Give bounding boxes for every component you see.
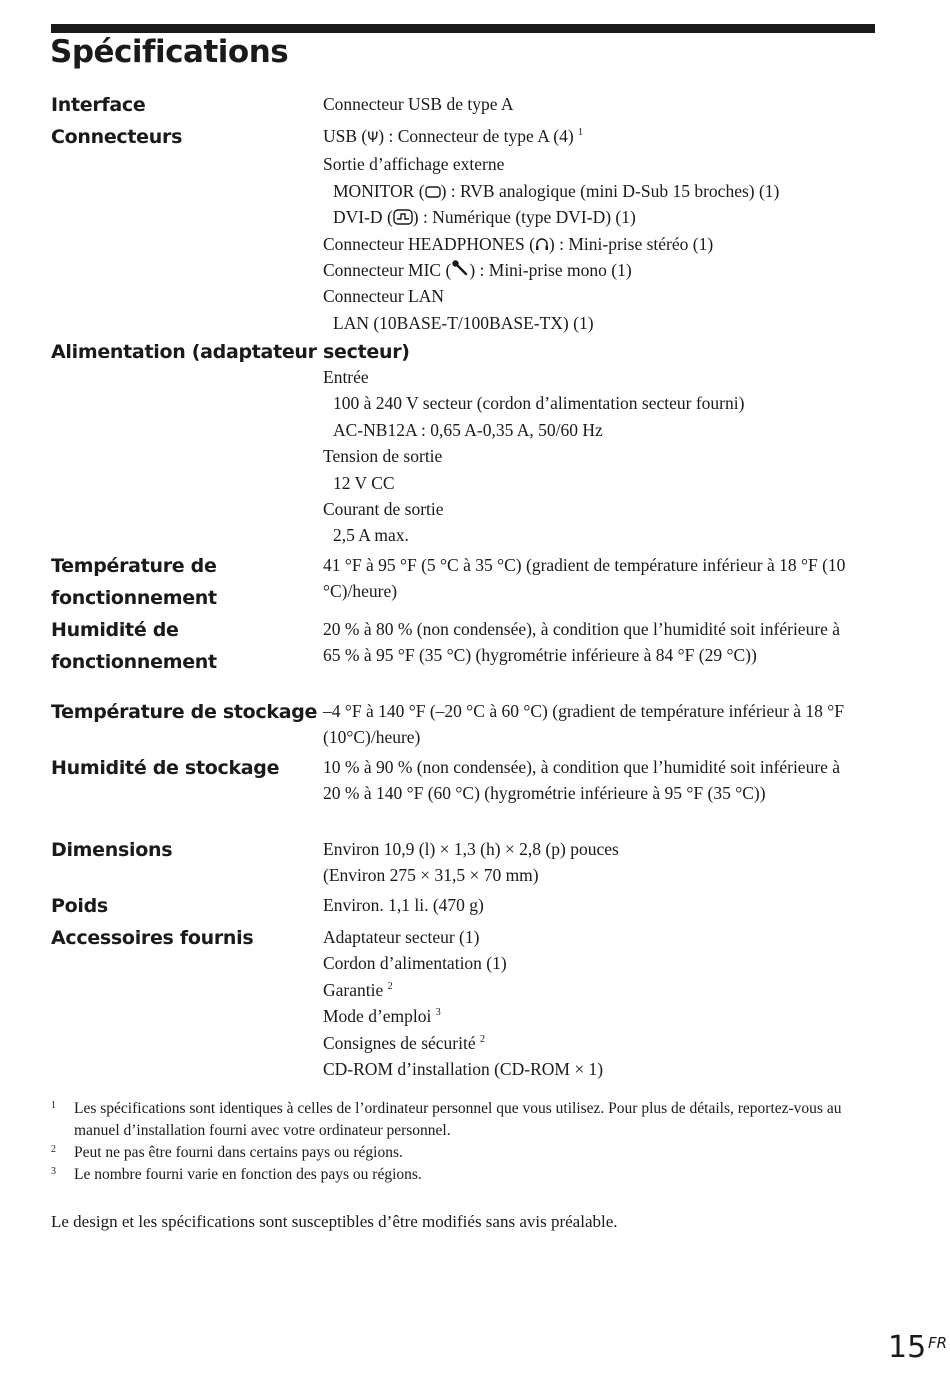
footnote-text: Le nombre fourni varie en fonction des pays ou régions. xyxy=(74,1166,422,1183)
connector-dvi: DVI-D ( ) : Numérique (type DVI-D) (1) xyxy=(333,207,636,228)
connector-lan-detail: LAN (10BASE-T/100BASE-TX) (1) xyxy=(333,312,594,333)
page-number: 15 xyxy=(888,1330,927,1365)
connector-external-display: Sortie d’affichage externe xyxy=(323,154,505,175)
footnote xyxy=(51,1098,851,1142)
footnote-text: Peut ne pas être fourni dans certains pays ou régions. xyxy=(74,1144,403,1161)
connector-usb: USB (Ψ) : Connecteur de type A (4) $^1$ xyxy=(323,126,584,146)
closing-note: Le design et les spécifications sont susceptibles d’être modifiés sans avis préalable. xyxy=(51,1212,618,1231)
power-output-voltage: 12 V CC xyxy=(333,472,395,493)
microphone-icon xyxy=(451,260,469,280)
spec-label-poids: Poids xyxy=(51,895,108,917)
spec-values-accessoires xyxy=(323,924,859,1082)
connector-monitor: MONITOR ( ) : RVB analogique (mini D-Sub 15 broches) (1) xyxy=(333,180,780,201)
spec-label-temp-fonctionnement: Température de fonctionnement xyxy=(51,555,217,609)
spec-label-humidite-fonctionnement: Humidité de fonctionnement xyxy=(51,619,217,673)
usb-icon: Ψ xyxy=(367,130,379,146)
dvi-icon xyxy=(393,207,413,227)
footnote xyxy=(51,1164,851,1186)
header-rule xyxy=(51,24,875,33)
power-input-label: Entrée xyxy=(323,367,369,387)
spec-value: 10 % à 90 % (non condensée), à condition que l’humidité soit inférieure à 20 % à 140 °F (60 °C) (hygrométrie inférieure à 95 °F (35 °C)) xyxy=(323,757,841,804)
spec-label-dimensions: Dimensions xyxy=(51,839,173,861)
spec-value: –4 °F à 140 °F (–20 °C à 60 °C) (gradient de température inférieur à 18 °F (10°C)/heure) xyxy=(323,701,844,748)
connector-headphones: Connecteur HEADPHONES ( ) : Mini-prise stéréo (1) xyxy=(323,233,714,254)
spec-values-connecteurs xyxy=(323,123,859,336)
spec-values-temp-stockage xyxy=(323,698,859,751)
accessory-item: Cordon d’alimentation (1) xyxy=(323,953,507,974)
footnote-number: 1 xyxy=(51,1100,56,1111)
accessory-item: CD-ROM d’installation (CD-ROM × 1) xyxy=(323,1059,604,1080)
spec-label-alimentation: Alimentation (adaptateur secteur) xyxy=(51,341,410,363)
dimensions-mm: (Environ 275 × 31,5 × 70 mm) xyxy=(323,865,539,886)
language-code: FR xyxy=(928,1334,948,1352)
accessory-item: Consignes de sécurité $^2$ xyxy=(323,1032,485,1053)
accessory-item: Garantie $^2$ xyxy=(323,979,393,1000)
spec-values-poids xyxy=(323,892,859,918)
dimensions-inches: Environ 10,9 (l) × 1,3 (h) × 2,8 (p) pouces xyxy=(323,839,619,859)
accessory-item: Adaptateur secteur (1) xyxy=(323,927,480,947)
spec-values-humidite-fonctionnement xyxy=(323,616,859,669)
spec-value: 41 °F à 95 °F (5 °C à 35 °C) (gradient de température inférieur à 18 °F (10 °C)/heure) xyxy=(323,555,846,602)
power-input-model: AC-NB12A : 0,65 A-0,35 A, 50/60 Hz xyxy=(333,419,603,440)
spec-label-interface: Interface xyxy=(51,94,146,116)
spec-values-dimensions xyxy=(323,836,859,889)
power-input-voltage: 100 à 240 V secteur (cordon d’alimentation secteur fourni) xyxy=(333,393,745,414)
footnote-number: 3 xyxy=(51,1166,56,1177)
spec-label-temp-stockage: Température de stockage xyxy=(51,701,318,723)
power-output-voltage-label: Tension de sortie xyxy=(323,446,443,467)
spec-values-interface xyxy=(323,91,859,117)
monitor-icon xyxy=(425,181,441,201)
footnote xyxy=(51,1142,851,1164)
footnotes xyxy=(51,1098,851,1186)
spec-value: 20 % à 80 % (non condensée), à condition que l’humidité soit inférieure à 65 % à 95 °F (35 °C) (hygrométrie inférieure à 84 °F (29 °C)) xyxy=(323,619,841,666)
headphones-icon xyxy=(535,234,549,254)
spec-value: Connecteur USB de type A xyxy=(323,94,514,114)
page-title: Spécifications xyxy=(50,34,289,70)
power-output-current-label: Courant de sortie xyxy=(323,499,444,520)
accessory-item: Mode d’emploi $^3$ xyxy=(323,1006,441,1027)
spec-values-alimentation xyxy=(323,364,859,549)
footnote-number: 2 xyxy=(51,1144,56,1155)
spec-label-humidite-stockage: Humidité de stockage xyxy=(51,757,280,779)
power-output-current: 2,5 A max. xyxy=(333,525,409,546)
footnote-text: Les spécifications sont identiques à celles de l’ordinateur personnel que vous utilisez. Pour plus de détails, reportez-vous au manuel d’installation fourni avec votre ordinateur personnel. xyxy=(74,1100,842,1139)
spec-values-humidite-stockage xyxy=(323,754,859,807)
spec-label-connecteurs: Connecteurs xyxy=(51,126,183,148)
connector-lan: Connecteur LAN xyxy=(323,286,445,307)
spec-value: Environ. 1,1 li. (470 g) xyxy=(323,895,484,915)
connector-mic: Connecteur MIC ( ) : Mini-prise mono (1) xyxy=(323,260,632,281)
spec-values-temp-fonctionnement xyxy=(323,552,859,605)
spec-label-accessoires: Accessoires fournis xyxy=(51,927,254,949)
